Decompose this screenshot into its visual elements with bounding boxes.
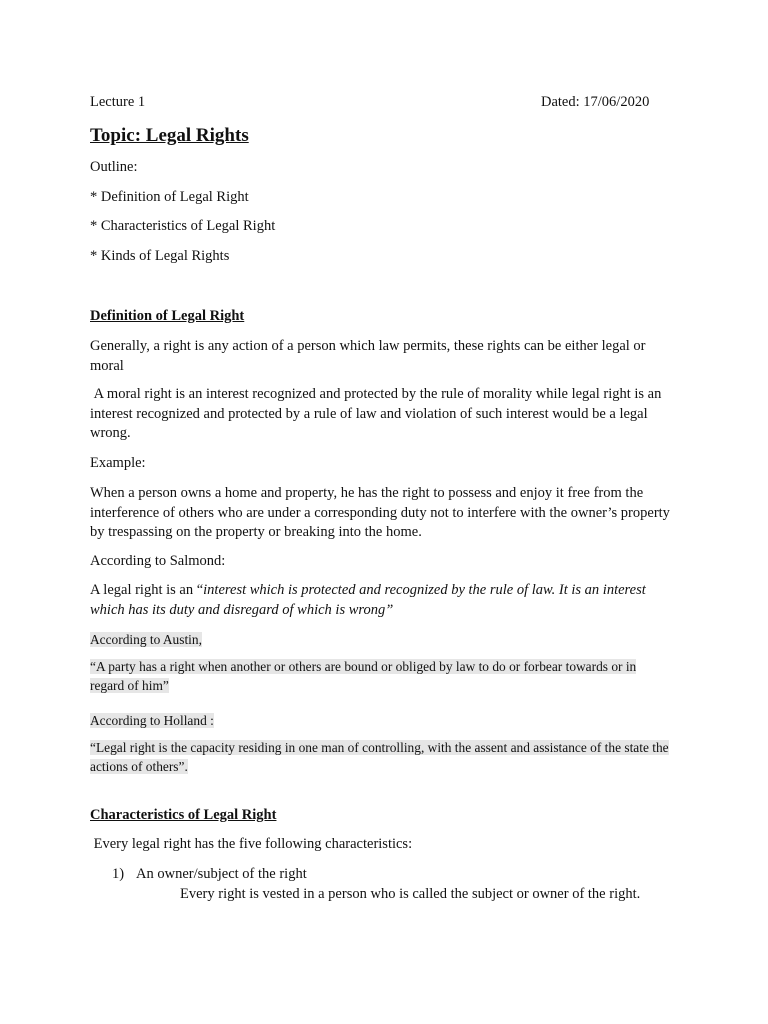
salmond-quote: interest which is protected and recognized by the rule of law. It is an interest which has its duty and disregard of which is wrong” [90,582,646,618]
salmond-prefix: A legal right is an “ [90,582,204,598]
holland-quote-paragraph [90,738,672,776]
outline-item: * Definition of Legal Right [90,189,249,205]
definition-paragraph: Generally, a right is any action of a person which law permits, these rights can be either legal or moral [90,338,646,374]
outline-item: * Kinds of Legal Rights [90,248,230,264]
holland-label: According to Holland : [90,713,214,728]
holland-quote: “Legal right is the capacity residing in one man of controlling, with the assent and assistance of the state the actions of others”. [90,740,669,774]
section-heading-definition: Definition of Legal Right [90,308,245,324]
austin-quote: “A party has a right when another or others are bound or obliged by law to do or forbear towards or in regard of him” [90,659,637,693]
salmond-definition [90,581,672,620]
moral-right-paragraph: A moral right is an interest recognized and protected by the rule of morality while legal right is an interest recognized and protected by a rule of law and violation of such interest would be a legal wrong. [90,386,665,441]
lecture-number: Lecture 1 [90,94,146,110]
salmond-label: According to Salmond: [90,553,226,569]
page-title: Topic: Legal Rights [90,125,249,146]
austin-label-row [90,630,672,649]
example-label: Example: [90,455,146,471]
outline-label: Outline: [90,159,138,175]
lecture-date: Dated: 17/06/2020 [541,94,650,110]
austin-quote-paragraph [90,657,672,695]
austin-label: According to Austin, [90,632,202,647]
characteristics-intro: Every legal right has the five following characteristics: [90,836,413,852]
holland-label-row [90,711,672,730]
list-item-title: An owner/subject of the right [136,866,307,882]
example-paragraph: When a person owns a home and property, he has the right to possess and enjoy it free from the interference of others who are under a corresponding duty not to interfere with the owner’s property by trespassing on the property or breaking into the home. [90,485,670,540]
list-item-detail: Every right is vested in a person who is called the subject or owner of the right. [180,886,641,902]
list-item-number: 1) [112,866,125,882]
outline-item: * Characteristics of Legal Right [90,218,276,234]
section-heading-characteristics: Characteristics of Legal Right [90,807,277,823]
